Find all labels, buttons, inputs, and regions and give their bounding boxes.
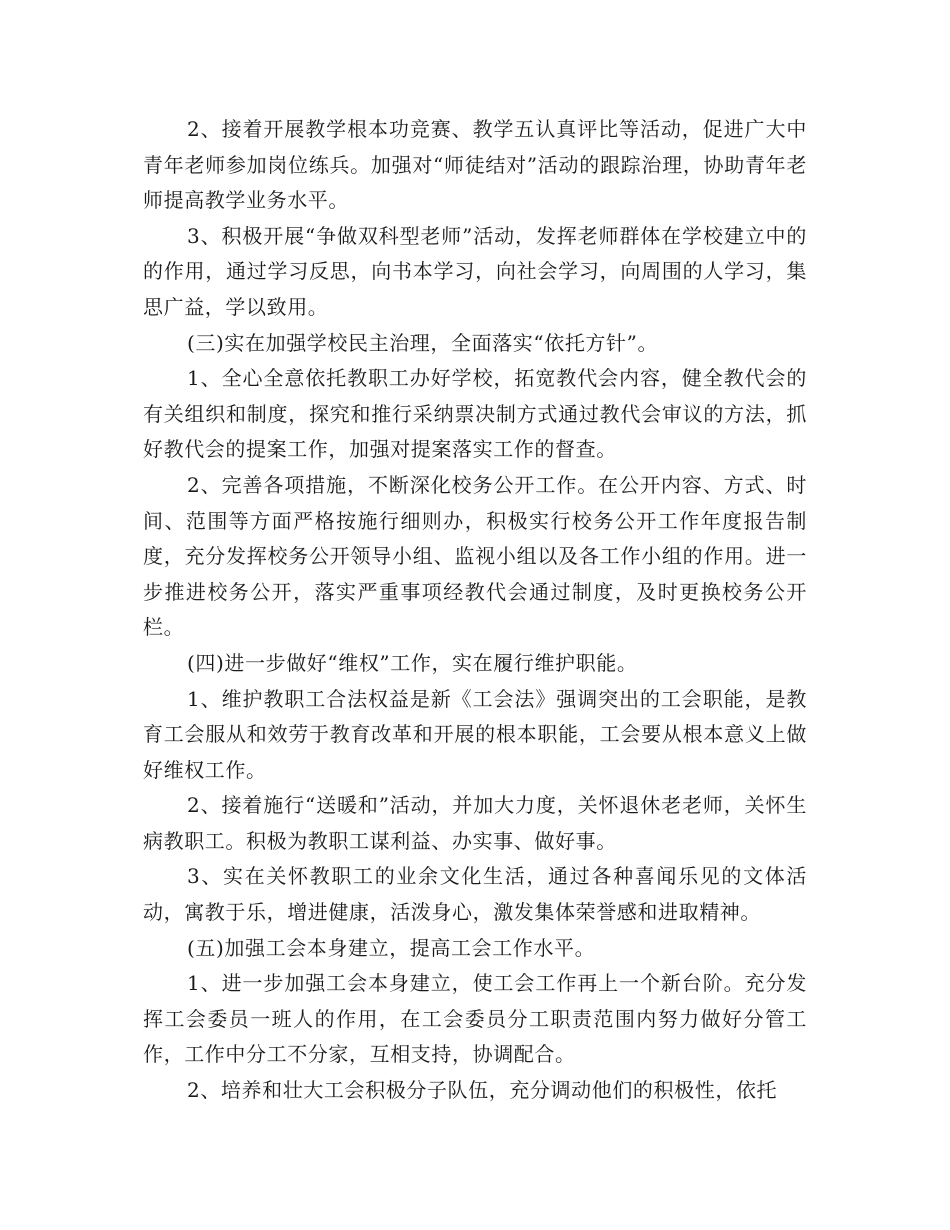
paragraph: 2、培养和壮大工会积极分子队伍，充分调动他们的积极性，依托: [187, 1078, 778, 1103]
paragraph: 3、积极开展“争做双科型老师”活动，发挥老师群体在学校建立中的的作用，通过学习反思，向书本学习，向社会学习，向周围的人学习，集思广益，学以致用。: [143, 223, 807, 319]
paragraph: 1、维护教职工合法权益是新《工会法》强调突出的工会职能，是教育工会服从和效劳于教育改革和开展的根本职能，工会要从根本意义上做好维权工作。: [143, 686, 807, 782]
paragraph: 1、进一步加强工会本身建立，使工会工作再上一个新台阶。充分发挥工会委员一班人的作用，在工会委员分工职责范围内努力做好分管工作，工作中分工不分家，互相支持，协调配合。: [143, 971, 807, 1067]
paragraph: 2、接着施行“送暖和”活动，并加大力度，关怀退休老老师，关怀生病教职工。积极为教职工谋利益、办实事、做好事。: [143, 793, 807, 853]
paragraph: 2、完善各项措施，不断深化校务公开工作。在公开内容、方式、时间、范围等方面严格按施行细则办，积极实行校务公开工作年度报告制度，充分发挥校务公开领导小组、监视小组以及各工作小组的作用。进一步推进校务公开，落实严重事项经教代会通过制度，及时更换校务公开栏。: [143, 472, 807, 640]
paragraph: 3、实在关怀教职工的业余文化生活，通过各种喜闻乐见的文体活动，寓教于乐，增进健康，活泼身心，激发集体荣誉感和进取精神。: [143, 864, 807, 925]
section-heading: (四)进一步做好“维权”工作，实在履行维护职能。: [187, 650, 638, 675]
paragraph: 2、接着开展教学根本功竞赛、教学五认真评比等活动，促进广大中青年老师参加岗位练兵。加强对“师徒结对”活动的跟踪治理，协助青年老师提高教学业务水平。: [143, 117, 807, 213]
section-heading: (三)实在加强学校民主治理，全面落实“依托方针”。: [187, 330, 659, 355]
document-body: [143, 112, 807, 1109]
section-heading: (五)加强工会本身建立，提高工会工作水平。: [187, 935, 596, 960]
paragraph: 1、全心全意依托教职工办好学校，拓宽教代会内容，健全教代会的有关组织和制度，探究和推行采纳票决制方式通过教代会审议的方法，抓好教代会的提案工作，加强对提案落实工作的督查。: [143, 366, 807, 462]
